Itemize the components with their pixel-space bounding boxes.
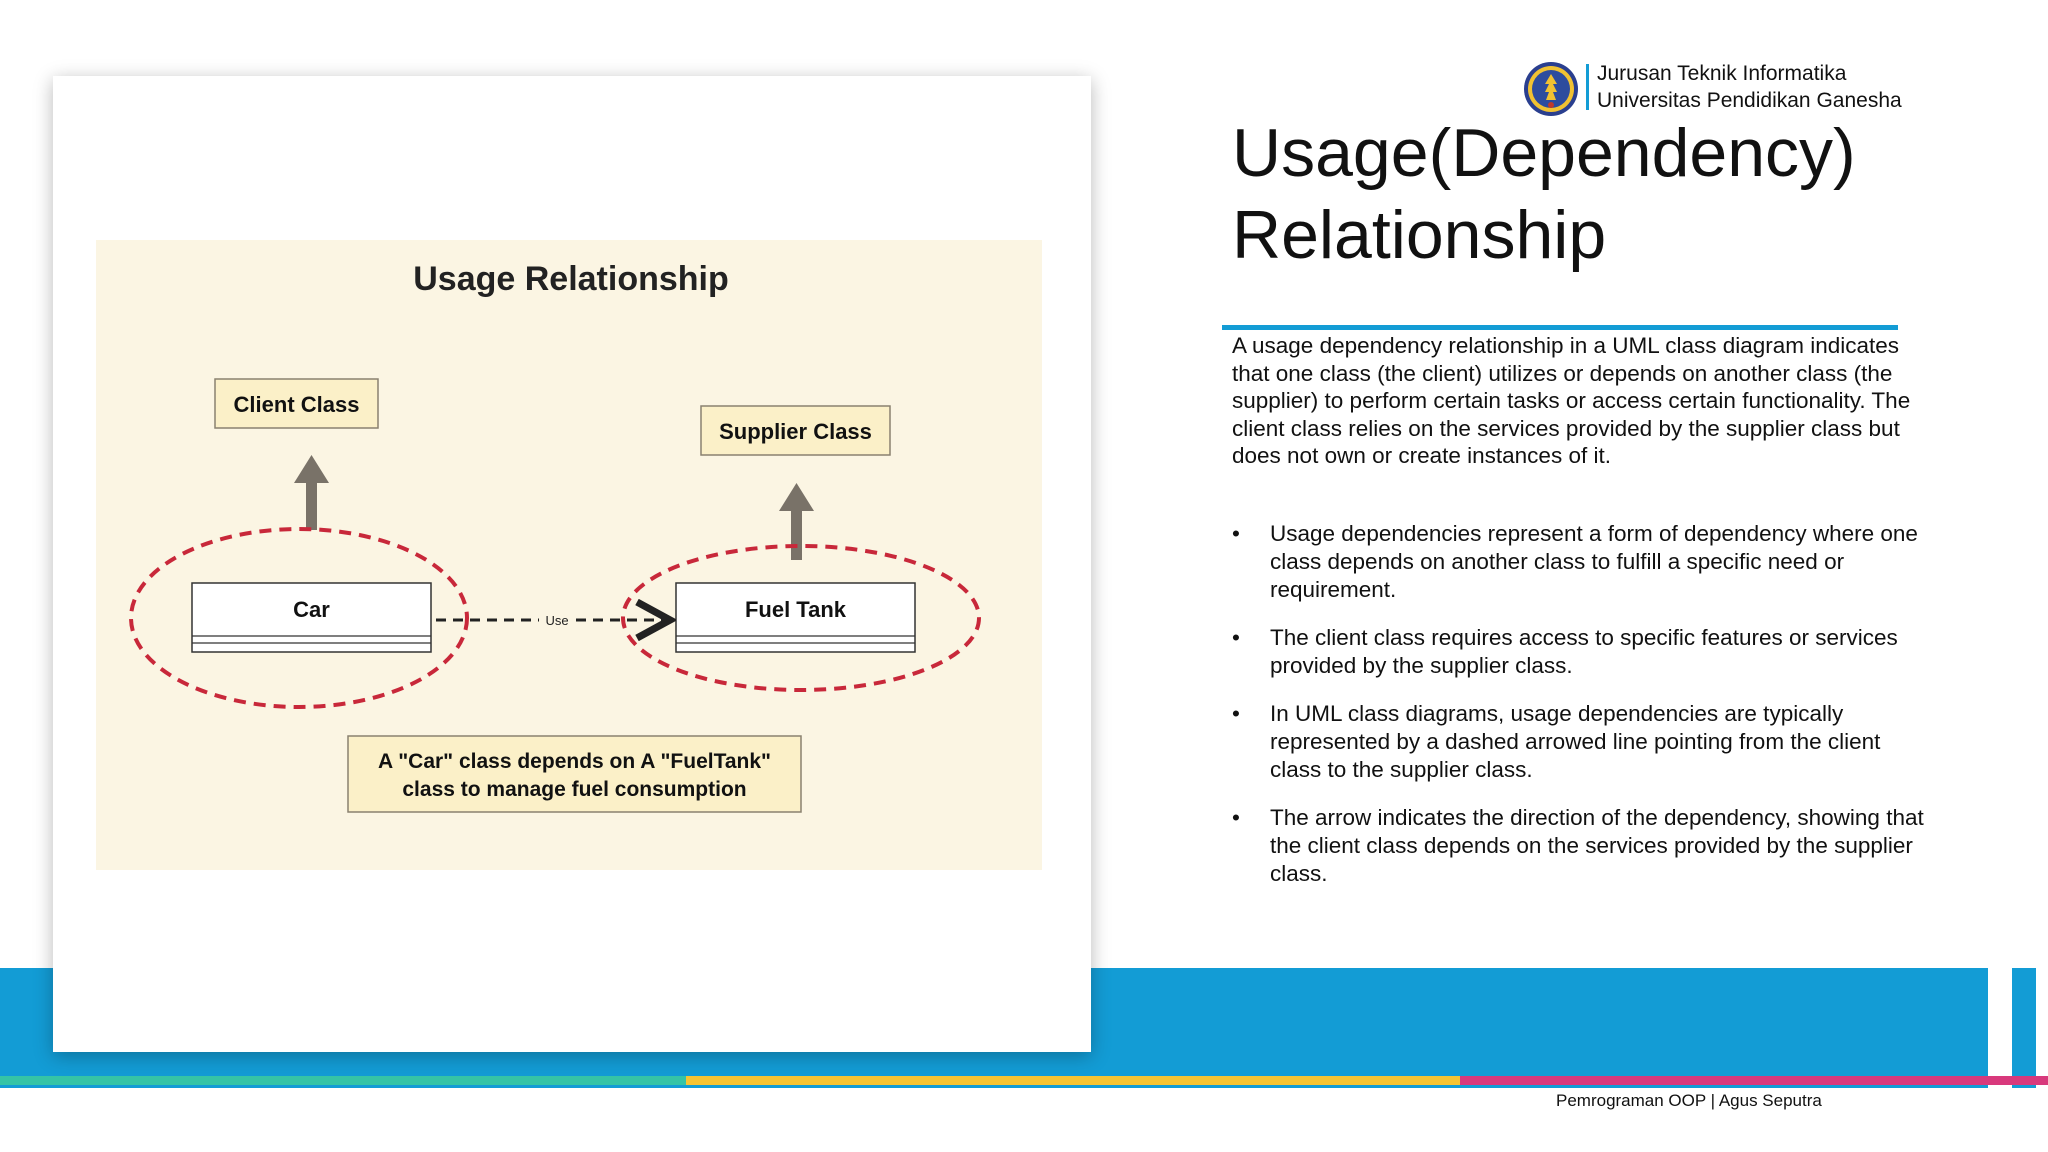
bullet-text: The client class requires access to specific features or services provided by the supplier class. bbox=[1270, 625, 1898, 678]
usage-relationship-diagram bbox=[96, 240, 1042, 870]
footer-blue-strip bbox=[2012, 968, 2036, 1088]
bullet-icon: • bbox=[1232, 625, 1240, 650]
supplier-class-box bbox=[701, 406, 890, 455]
slide-title bbox=[1232, 112, 1932, 276]
list-item bbox=[1232, 624, 1932, 680]
caption-line-1: A "Car" class depends on A "FuelTank" bbox=[377, 750, 772, 773]
bullet-text: Usage dependencies represent a form of dependency where one class depends on another class to fulfill a specific need or requirement. bbox=[1270, 521, 1918, 602]
title-underline bbox=[1222, 325, 1898, 330]
use-label: Use bbox=[545, 613, 569, 628]
bullet-icon: • bbox=[1232, 701, 1240, 726]
institution-university: Universitas Pendidikan Ganesha bbox=[1597, 89, 1902, 112]
slide-title-line-1: Usage(Dependency) bbox=[1232, 115, 1856, 191]
client-up-arrow-icon bbox=[294, 455, 329, 530]
caption-line-2: class to manage fuel consumption bbox=[402, 778, 747, 801]
institution-department: Jurusan Teknik Informatika bbox=[1597, 62, 1847, 85]
list-item bbox=[1232, 804, 1932, 888]
footer-caption: Pemrograman OOP | Agus Seputra bbox=[1556, 1091, 1822, 1110]
university-crest-icon bbox=[1522, 60, 1580, 118]
fueltank-class-label: Fuel Tank bbox=[744, 597, 847, 622]
bullet-text: In UML class diagrams, usage dependencies are typically represented by a dashed arrowed line pointing from the client class to the supplier class. bbox=[1270, 701, 1881, 782]
car-class-box bbox=[192, 583, 431, 652]
supplier-class-label: Supplier Class bbox=[719, 419, 872, 444]
client-class-box bbox=[215, 379, 378, 428]
use-dependency-arrow bbox=[436, 613, 670, 628]
slide-description: A usage dependency relationship in a UML class diagram indicates that one class (the client) utilizes or depends on another class (the supplier) to perform certain tasks or access certain functionality. The client class relies on the services provided by the supplier class but does not own or create instances of it. bbox=[1232, 333, 1911, 468]
header-divider bbox=[1586, 64, 1589, 110]
bullet-icon: • bbox=[1232, 805, 1240, 830]
institution-header bbox=[1522, 60, 1942, 120]
bullet-list bbox=[1232, 520, 1932, 908]
list-item bbox=[1232, 520, 1932, 604]
fueltank-class-box bbox=[676, 583, 915, 652]
bullet-icon: • bbox=[1232, 521, 1240, 546]
footer-stripe-pink bbox=[1460, 1076, 2048, 1085]
footer-stripe-green bbox=[0, 1076, 686, 1085]
slide-title-line-2: Relationship bbox=[1232, 197, 1607, 273]
caption-box bbox=[348, 736, 801, 812]
diagram-title: Usage Relationship bbox=[413, 260, 729, 298]
bullet-text: The arrow indicates the direction of the dependency, showing that the client class depends on the services provided by the supplier class. bbox=[1270, 805, 1924, 886]
car-class-label: Car bbox=[293, 597, 330, 622]
supplier-up-arrow-icon bbox=[779, 483, 814, 560]
list-item bbox=[1232, 700, 1932, 784]
client-class-label: Client Class bbox=[233, 392, 360, 417]
footer-stripe-yellow bbox=[686, 1076, 1460, 1085]
